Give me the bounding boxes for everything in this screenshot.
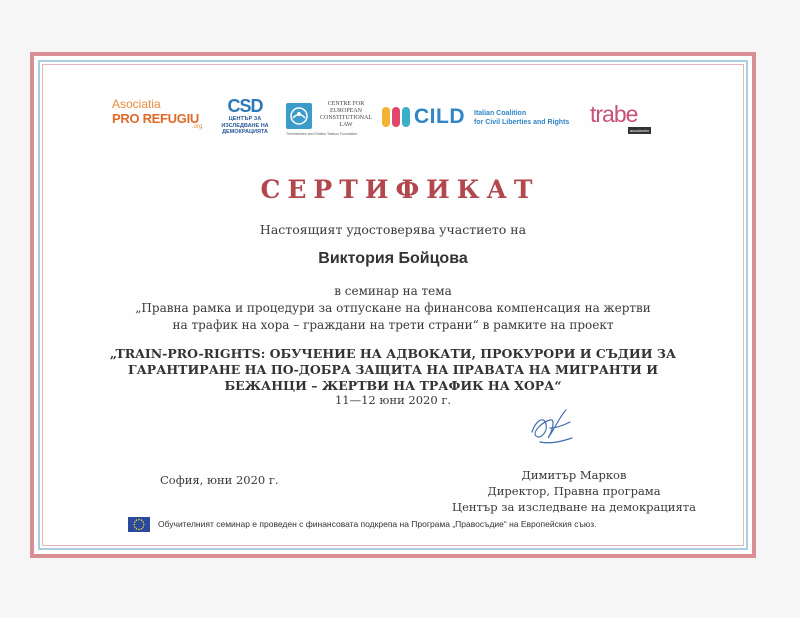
project-title-line2: ГАРАНТИРАНЕ НА ПО-ДОБРА ЗАЩИТА НА ПРАВАТА НА МИГРАНТИ И [127, 362, 659, 377]
csd-logo-sub3: ДЕМОКРАЦИЯТА [222, 129, 268, 135]
certificate-title: СЕРТИФИКАТ [260, 175, 540, 204]
signature-icon [526, 402, 578, 450]
seminar-dates: 11—12 юни 2020 г. [334, 393, 452, 407]
seminar-intro: в семинар на тема [334, 284, 452, 298]
pro-refugiu-logo-line2: PRO REFUGIU [112, 111, 199, 126]
partner-logos [0, 0, 800, 150]
funding-note: Обучителният семинар е проведен с финансовата подкрепа на Програма „Правосъдие“ на Европейския съюз. [158, 519, 597, 529]
cecl-logo [286, 101, 376, 135]
cecl-logo-line1: CENTRE FOR [327, 101, 365, 107]
cecl-logo-small: Themistokles and Dimitris Tsatsos Foundation [286, 132, 358, 136]
cecl-logo-line4: LAW [339, 122, 353, 128]
signer-title: Директор, Правна програма [487, 484, 661, 498]
cild-logo-sub [474, 109, 584, 127]
cild-logo-sub2: for Civil Liberties and Rights [474, 119, 570, 126]
seminar-topic-line2: на трафик на хора – граждани на трети страни“ в рамките на проект [172, 318, 614, 332]
trabe-logo-tag: asociación [630, 128, 649, 133]
csd-logo-mark: CSD [227, 96, 263, 116]
seminar-topic-line1: „Правна рамка и процедури за отпускане на финансова компенсация на жертви [135, 301, 651, 315]
csd-logo [214, 96, 276, 142]
cild-logo-bars-icon [382, 107, 410, 127]
trabe-logo [590, 103, 660, 135]
cild-logo-sub1: Italian Coalition [474, 110, 527, 117]
pro-refugiu-logo-line1: Asociatia [112, 97, 161, 111]
cild-logo [382, 104, 582, 132]
place-and-date: София, юни 2020 г. [160, 473, 279, 487]
cecl-logo-emblem-icon [286, 103, 312, 129]
project-title-line1: „TRAIN-PRO-RIGHTS: ОБУЧЕНИЕ НА АДВОКАТИ, ПРОКУРОРИ И СЪДИИ ЗА [109, 346, 677, 361]
cecl-logo-text [316, 101, 376, 129]
csd-logo-sub1: ЦЕНТЪР ЗА [228, 116, 262, 122]
cecl-logo-line2: EUROPEAN [329, 108, 362, 114]
cecl-logo-line3: CONSTITUTIONAL [320, 115, 372, 121]
csd-logo-sub2: ИЗСЛЕДВАНЕ НА [221, 122, 269, 129]
cild-logo-mark: CILD [414, 105, 465, 128]
signer-organization: Център за изследване на демокрацията [452, 500, 696, 514]
project-title-line3: БЕЖАНЦИ – ЖЕРТВИ НА ТРАФИК НА ХОРА“ [224, 378, 562, 393]
certifies-text: Настоящият удостоверява участието на [259, 222, 527, 237]
trabe-logo-mark: trabe [590, 101, 638, 127]
eu-flag-icon [128, 517, 150, 532]
pro-refugiu-logo-suffix: .org [192, 124, 203, 130]
pro-refugiu-logo [112, 98, 204, 138]
recipient-name: Виктория Бойцова [318, 250, 468, 267]
signer-name: Димитър Марков [521, 468, 627, 482]
